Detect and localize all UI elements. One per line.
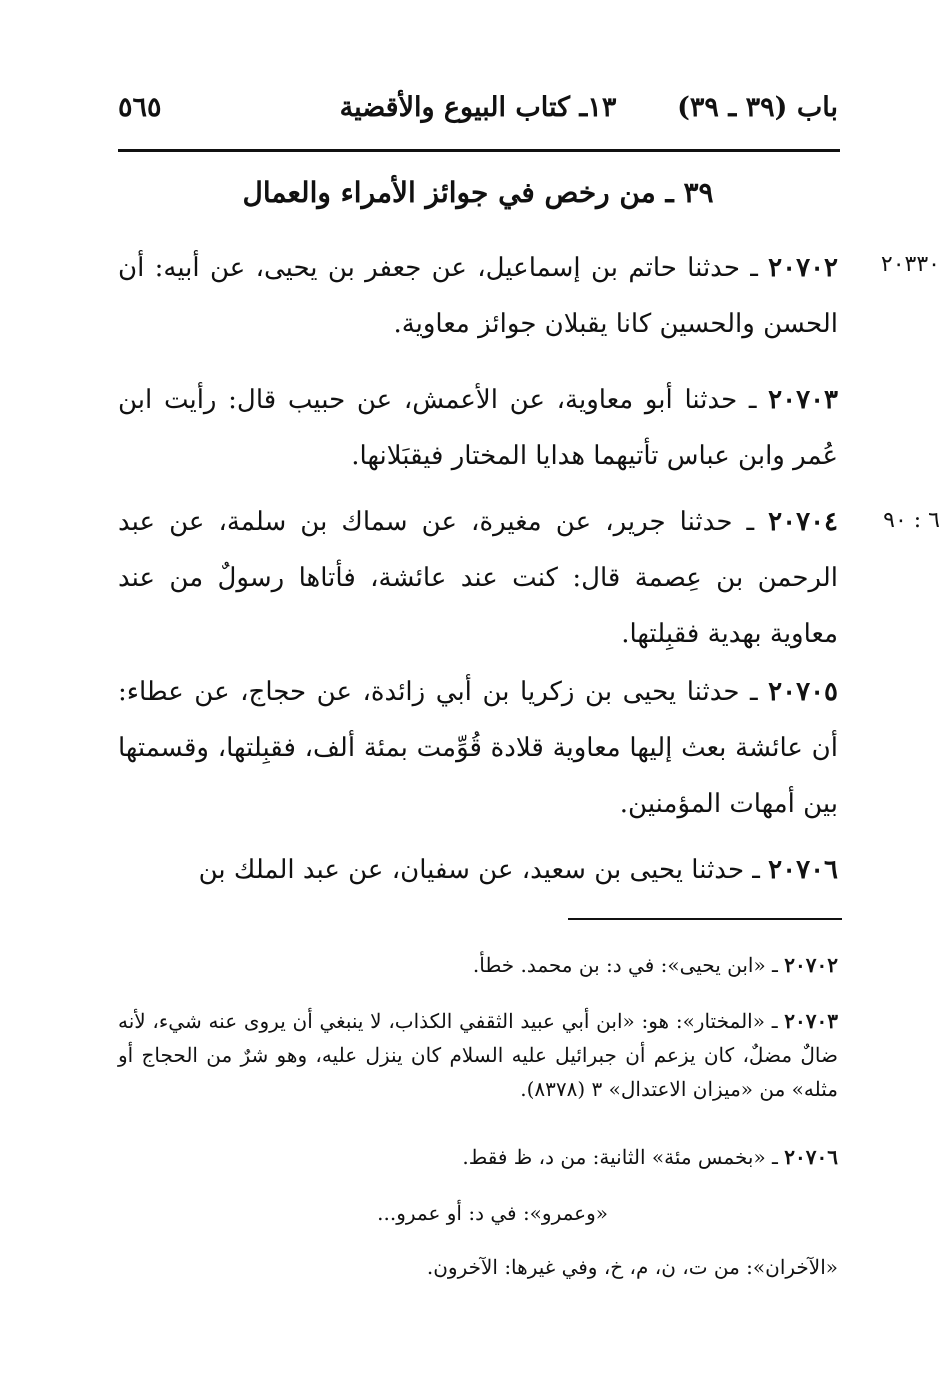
margin-reference-2: ٦ : ٩٠ (883, 508, 940, 533)
footnote-text: ـ «بخمس مئة» الثانية: من د، ظ فقط. (462, 1145, 785, 1169)
hadith-20704 (118, 494, 838, 662)
footnote-number: ٢٠٧٠٣ (784, 1009, 838, 1033)
footnote-amr (118, 1196, 838, 1230)
footnote-20702 (118, 948, 838, 982)
margin-reference-1: ٢٠٣٣٠ (880, 252, 940, 277)
footnote-rule (568, 918, 842, 920)
running-header (118, 92, 838, 136)
hadith-20705 (118, 664, 838, 832)
chapter-title: ٣٩ ـ من رخص في جوائز الأمراء والعمال (242, 176, 714, 209)
hadith-text: ـ حدثنا أبو معاوية، عن الأعمش، عن حبيب قال: رأيت ابن عُمر وابن عباس تأتيهما هدايا المختار فيقبَلانها. (118, 385, 838, 471)
hadith-number: ٢٠٧٠٢ (768, 253, 838, 283)
footnote-number: ٢٠٧٠٦ (784, 1145, 838, 1169)
hadith-20702 (118, 240, 838, 352)
footnote-number: ٢٠٧٠٢ (784, 953, 838, 977)
hadith-20706 (118, 842, 838, 898)
footnote-text: «الآخران»: من ت، ن، م، خ، وفي غيرها: الآخرون. (426, 1255, 838, 1279)
hadith-text: ـ حدثنا حاتم بن إسماعيل، عن جعفر بن يحيى، عن أبيه: أن الحسن والحسين كانا يقبلان جوائز معاوية. (118, 253, 838, 339)
page-number: ٥٦٥ (118, 92, 162, 123)
footnote-20706 (118, 1140, 838, 1174)
hadith-text: ـ حدثنا يحيى بن سعيد، عن سفيان، عن عبد الملك بن (198, 855, 769, 885)
hadith-text: ـ حدثنا جرير، عن مغيرة، عن سماك بن سلمة، عن عبد الرحمن بن عِصمة قال: كنت عند عائشة، فأتاها رسولٌ من عند معاوية بهدية فقبِلتها. (118, 507, 838, 649)
footnote-others (118, 1250, 838, 1284)
footnote-20703 (118, 1004, 838, 1106)
chapter-range: باب (٣٩ ـ ٣٩) (677, 92, 838, 123)
hadith-text: ـ حدثنا يحيى بن زكريا بن أبي زائدة، عن حجاج، عن عطاء: أن عائشة بعث إليها معاوية قلادة قُوِّمت بمئة ألف، فقبِلتها، وقسمتها بين أمهات المؤمنين. (118, 677, 838, 819)
hadith-number: ٢٠٧٠٥ (768, 677, 838, 707)
footnote-text: ـ «المختار»: هو: «ابن أبي عبيد الثقفي الكذاب، لا ينبغي أن يروى عنه شيء، لأنه ضالٌ مضلٌ، كان يزعم أن جبرائيل عليه السلام كان ينزل عليه، وهو شرٌ من الحجاج أو مثله» من «ميزان الاعتدال» ٣ (٨٣٧٨). (118, 1009, 838, 1101)
hadith-number: ٢٠٧٠٤ (768, 507, 838, 537)
hadith-number: ٢٠٧٠٣ (768, 385, 838, 415)
footnote-text: «وعمرو»: في د: أو عمرو... (377, 1201, 608, 1225)
hadith-20703 (118, 372, 838, 484)
hadith-number: ٢٠٧٠٦ (768, 855, 838, 885)
header-rule (118, 149, 840, 152)
book-title: ١٣ـ كتاب البيوع والأقضية (339, 92, 617, 123)
footnote-text: ـ «ابن يحيى»: في د: بن محمد. خطأ. (472, 953, 785, 977)
